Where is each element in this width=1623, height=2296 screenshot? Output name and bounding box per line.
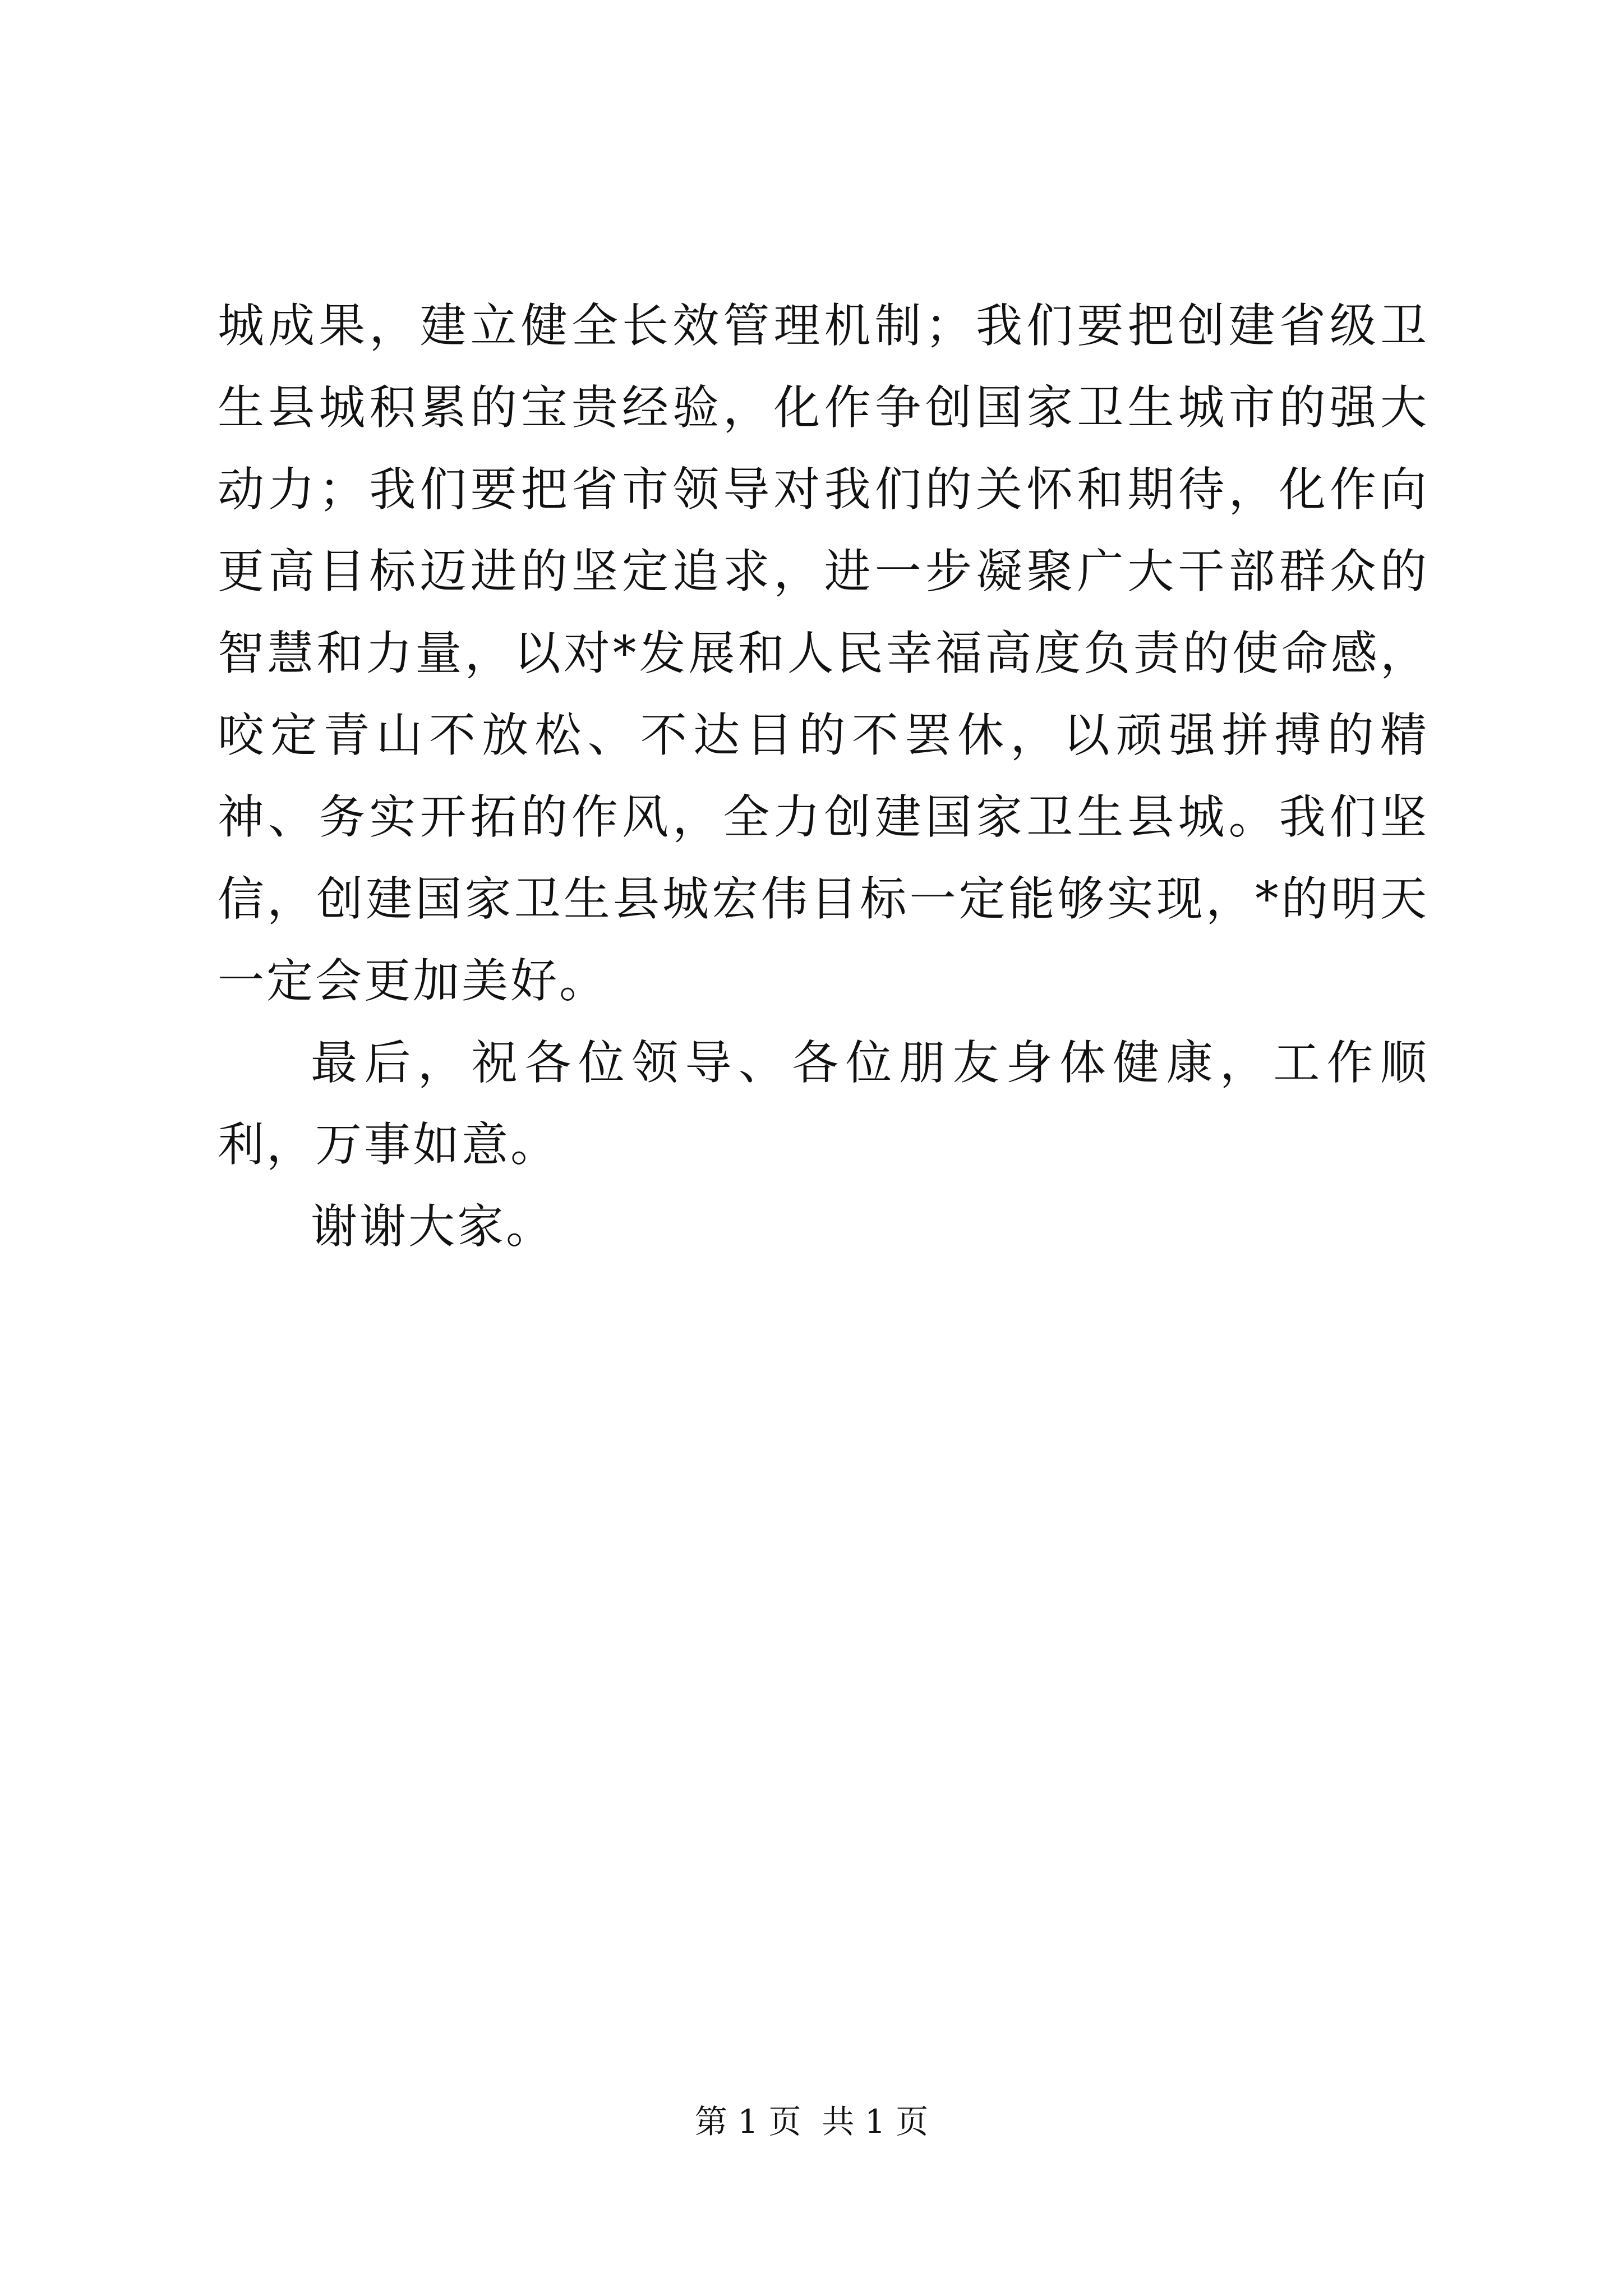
paragraph-continuation: 城成果，建立健全长效管理机制；我们要把创建省级卫生县城积累的宝贵经验，化作争创国家卫生城市的强大动力；我们要把省市领导对我们的关怀和期待，化作向更高目标迈进的坚定追求，进一步凝聚广大干部群众的智慧和力量，以对*发展和人民幸福高度负责的使命感，咬定青山不放松、不达目的不罢休，以顽强拼搏的精神、务实开拓的作风，全力创建国家卫生县城。我们坚信，创建国家卫生县城宏伟目标一定能够实现，*的明天一定会更加美好。 [218, 298, 1429, 1008]
page-footer [0, 2099, 1623, 2144]
paragraph-thanks: 谢谢大家。 [311, 1199, 555, 1254]
page-total: 共 1 页 [822, 2102, 929, 2141]
page-number: 第 1 页 [694, 2102, 801, 2141]
paragraph-closing-wishes: 最后，祝各位领导、各位朋友身体健康，工作顺利，万事如意。 [218, 1036, 1429, 1172]
footer-gap [801, 2102, 822, 2141]
document-body [218, 285, 1429, 1268]
